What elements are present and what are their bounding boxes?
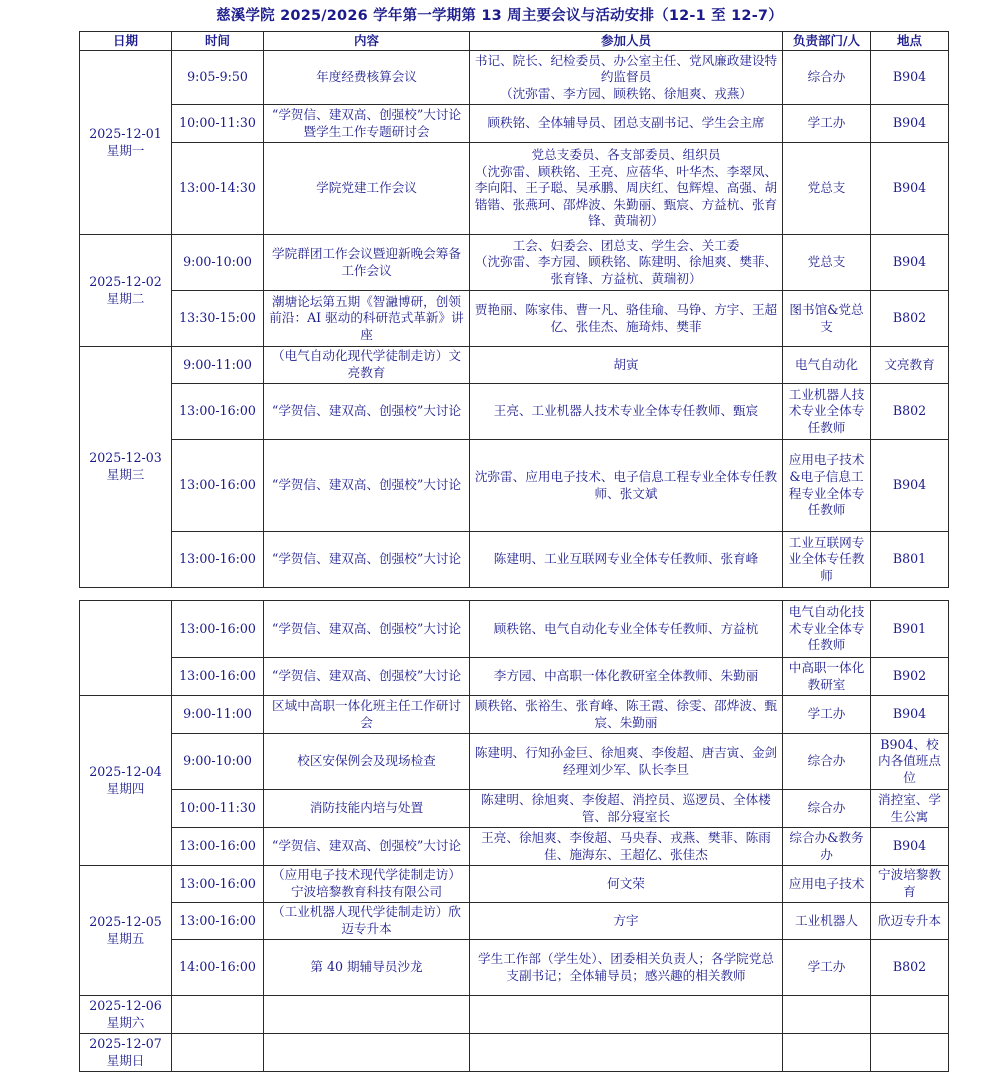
table-row bbox=[80, 347, 949, 384]
dept-cell: 学工办 bbox=[783, 696, 871, 734]
content-cell: “学贺信、建双高、创强校”大讨论暨学生工作专题研讨会 bbox=[264, 105, 470, 143]
location-cell-empty bbox=[871, 1034, 949, 1072]
dept-cell-empty bbox=[783, 1034, 871, 1072]
location-cell: B902 bbox=[871, 658, 949, 696]
date-cell: 2025-12-05 星期五 bbox=[80, 866, 172, 996]
dept-cell: 电气自动化 bbox=[783, 347, 871, 384]
participants-cell: 学生工作部（学生处）、团委相关负责人；各学院党总支副书记；全体辅导员；感兴趣的相关教师 bbox=[470, 940, 783, 996]
time-cell: 13:00-16:00 bbox=[172, 903, 264, 940]
location-cell: 消控室、学生公寓 bbox=[871, 790, 949, 828]
content-cell: （工业机器人现代学徒制走访）欣迈专升本 bbox=[264, 903, 470, 940]
table-row bbox=[80, 291, 949, 347]
location-cell: B904 bbox=[871, 696, 949, 734]
dept-cell: 学工办 bbox=[783, 105, 871, 143]
table-row bbox=[80, 532, 949, 588]
content-cell: “学贺信、建双高、创强校”大讨论 bbox=[264, 440, 470, 532]
table-row bbox=[80, 734, 949, 790]
table-row bbox=[80, 143, 949, 235]
date-cell: 2025-12-04 星期四 bbox=[80, 696, 172, 866]
time-cell: 13:00-16:00 bbox=[172, 658, 264, 696]
dept-cell: 综合办&教务办 bbox=[783, 828, 871, 866]
dept-cell: 工业机器人技术专业全体专任教师 bbox=[783, 384, 871, 440]
location-cell: B802 bbox=[871, 291, 949, 347]
participants-cell: 陈建明、徐旭爽、李俊超、消控员、巡逻员、全体楼管、部分寝室长 bbox=[470, 790, 783, 828]
time-cell: 13:00-16:00 bbox=[172, 866, 264, 903]
time-cell: 13:00-16:00 bbox=[172, 384, 264, 440]
location-cell: 文亮教育 bbox=[871, 347, 949, 384]
content-cell: 年度经费核算会议 bbox=[264, 51, 470, 105]
table-row bbox=[80, 828, 949, 866]
participants-cell: 顾秩铭、全体辅导员、团总支副书记、学生会主席 bbox=[470, 105, 783, 143]
date-cell: 2025-12-02 星期二 bbox=[80, 235, 172, 347]
time-cell: 9:05-9:50 bbox=[172, 51, 264, 105]
content-cell: 第 40 期辅导员沙龙 bbox=[264, 940, 470, 996]
time-cell-empty bbox=[172, 1034, 264, 1072]
table-row bbox=[80, 696, 949, 734]
time-cell: 9:00-11:00 bbox=[172, 696, 264, 734]
content-cell: 潮塘论坛第五期《智瀜博研，创领前沿：AI 驱动的科研范式革新》讲座 bbox=[264, 291, 470, 347]
header-dept: 负责部门/人 bbox=[783, 32, 871, 51]
dept-cell: 学工办 bbox=[783, 940, 871, 996]
date-cell: 2025-12-01 星期一 bbox=[80, 51, 172, 235]
participants-cell: 方宇 bbox=[470, 903, 783, 940]
time-cell: 10:00-11:30 bbox=[172, 105, 264, 143]
content-cell: 校区安保例会及现场检查 bbox=[264, 734, 470, 790]
content-cell: “学贺信、建双高、创强校”大讨论 bbox=[264, 828, 470, 866]
dept-cell: 电气自动化技术专业全体专任教师 bbox=[783, 601, 871, 658]
dept-cell: 工业机器人 bbox=[783, 903, 871, 940]
dept-cell: 党总支 bbox=[783, 143, 871, 235]
table-row bbox=[80, 440, 949, 532]
content-cell: 学院党建工作会议 bbox=[264, 143, 470, 235]
table-row bbox=[80, 940, 949, 996]
participants-cell-empty bbox=[470, 1034, 783, 1072]
header-location: 地点 bbox=[871, 32, 949, 51]
location-cell: B904 bbox=[871, 143, 949, 235]
location-cell: B801 bbox=[871, 532, 949, 588]
participants-cell: 顾秩铭、张裕生、张育峰、陈王霞、徐雯、邵烨波、甄宸、朱勤丽 bbox=[470, 696, 783, 734]
location-cell: B904 bbox=[871, 51, 949, 105]
table-header-row bbox=[80, 32, 949, 51]
participants-cell: 王亮、徐旭爽、李俊超、马央春、戎燕、樊菲、陈雨佳、施海东、王超亿、张佳杰 bbox=[470, 828, 783, 866]
dept-cell: 中高职一体化教研室 bbox=[783, 658, 871, 696]
time-cell: 13:00-16:00 bbox=[172, 601, 264, 658]
location-cell: B904 bbox=[871, 440, 949, 532]
content-cell: “学贺信、建双高、创强校”大讨论 bbox=[264, 601, 470, 658]
table-row bbox=[80, 235, 949, 291]
dept-cell: 应用电子技术 bbox=[783, 866, 871, 903]
time-cell: 9:00-11:00 bbox=[172, 347, 264, 384]
participants-cell-empty bbox=[470, 996, 783, 1034]
date-cell: 2025-12-06 星期六 bbox=[80, 996, 172, 1034]
participants-cell: 沈弥雷、应用电子技术、电子信息工程专业全体专任教师、张文斌 bbox=[470, 440, 783, 532]
header-time: 时间 bbox=[172, 32, 264, 51]
table-row bbox=[80, 996, 949, 1034]
header-date: 日期 bbox=[80, 32, 172, 51]
location-cell: B904 bbox=[871, 105, 949, 143]
dept-cell: 综合办 bbox=[783, 790, 871, 828]
header-content: 内容 bbox=[264, 32, 470, 51]
location-cell: B802 bbox=[871, 940, 949, 996]
time-cell-empty bbox=[172, 996, 264, 1034]
table-row bbox=[80, 1034, 949, 1072]
content-cell: （应用电子技术现代学徒制走访）宁波培黎教育科技有限公司 bbox=[264, 866, 470, 903]
participants-cell: 李方园、中高职一体化教研室全体教师、朱勤丽 bbox=[470, 658, 783, 696]
time-cell: 13:30-15:00 bbox=[172, 291, 264, 347]
dept-cell: 工业互联网专业全体专任教师 bbox=[783, 532, 871, 588]
location-cell: B901 bbox=[871, 601, 949, 658]
dept-cell-empty bbox=[783, 996, 871, 1034]
content-cell: 区域中高职一体化班主任工作研讨会 bbox=[264, 696, 470, 734]
participants-cell: 工会、妇委会、团总支、学生会、关工委 （沈弥雷、李方园、顾秩铭、陈建明、徐旭爽、樊菲、张育锋、方益杭、黄瑞初） bbox=[470, 235, 783, 291]
location-cell: B904 bbox=[871, 828, 949, 866]
participants-cell: 贾艳丽、陈家伟、曹一凡、骆佳瑜、马铮、方宇、王超亿、张佳杰、施琦炜、樊菲 bbox=[470, 291, 783, 347]
location-cell: B904、校内各值班点位 bbox=[871, 734, 949, 790]
date-cell: 2025-12-03 星期三 bbox=[80, 347, 172, 588]
participants-cell: 陈建明、工业互联网专业全体专任教师、张育峰 bbox=[470, 532, 783, 588]
location-cell: 宁波培黎教育 bbox=[871, 866, 949, 903]
time-cell: 13:00-16:00 bbox=[172, 440, 264, 532]
time-cell: 13:00-14:30 bbox=[172, 143, 264, 235]
time-cell: 14:00-16:00 bbox=[172, 940, 264, 996]
participants-cell: 顾秩铭、电气自动化专业全体专任教师、方益杭 bbox=[470, 601, 783, 658]
dept-cell: 综合办 bbox=[783, 51, 871, 105]
participants-cell: 何文荣 bbox=[470, 866, 783, 903]
dept-cell: 综合办 bbox=[783, 734, 871, 790]
content-cell-empty bbox=[264, 996, 470, 1034]
time-cell: 10:00-11:30 bbox=[172, 790, 264, 828]
content-cell: “学贺信、建双高、创强校”大讨论 bbox=[264, 384, 470, 440]
header-participants: 参加人员 bbox=[470, 32, 783, 51]
participants-cell: 书记、院长、纪检委员、办公室主任、党风廉政建设特约监督员 （沈弥雷、李方园、顾秩铭、徐旭爽、戎燕） bbox=[470, 51, 783, 105]
table-row bbox=[80, 51, 949, 105]
content-cell: 消防技能内培与处置 bbox=[264, 790, 470, 828]
participants-cell: 党总支委员、各支部委员、组织员 （沈弥雷、顾秩铭、王亮、应蓓华、叶华杰、李翠凤、李向阳、王子聪、吴承鹏、周庆红、包辉煌、高强、胡锴锴、张燕珂、邵烨波、朱勤丽、甄宸、方益杭、张育锋、黄瑞初） bbox=[470, 143, 783, 235]
date-cell-empty bbox=[80, 601, 172, 696]
table-row bbox=[80, 658, 949, 696]
content-cell-empty bbox=[264, 1034, 470, 1072]
time-cell: 9:00-10:00 bbox=[172, 235, 264, 291]
page-title: 慈溪学院 2025/2026 学年第一学期第 13 周主要会议与活动安排（12-1 至 12-7） bbox=[216, 8, 783, 24]
schedule-table-part1 bbox=[79, 31, 949, 588]
participants-cell: 胡寅 bbox=[470, 347, 783, 384]
table-row bbox=[80, 105, 949, 143]
time-cell: 9:00-10:00 bbox=[172, 734, 264, 790]
content-cell: 学院群团工作会议暨迎新晚会筹备工作会议 bbox=[264, 235, 470, 291]
dept-cell: 图书馆&党总支 bbox=[783, 291, 871, 347]
dept-cell: 应用电子技术&电子信息工程专业全体专任教师 bbox=[783, 440, 871, 532]
table-row bbox=[80, 790, 949, 828]
table-row bbox=[80, 384, 949, 440]
location-cell: B802 bbox=[871, 384, 949, 440]
location-cell: 欣迈专升本 bbox=[871, 903, 949, 940]
participants-cell: 陈建明、行知孙金巨、徐旭爽、李俊超、唐吉寅、金剑经理刘少军、队长李旦 bbox=[470, 734, 783, 790]
date-cell: 2025-12-07 星期日 bbox=[80, 1034, 172, 1072]
table-row bbox=[80, 866, 949, 903]
participants-cell: 王亮、工业机器人技术专业全体专任教师、甄宸 bbox=[470, 384, 783, 440]
location-cell-empty bbox=[871, 996, 949, 1034]
time-cell: 13:00-16:00 bbox=[172, 532, 264, 588]
dept-cell: 党总支 bbox=[783, 235, 871, 291]
content-cell: “学贺信、建双高、创强校”大讨论 bbox=[264, 532, 470, 588]
table-row bbox=[80, 903, 949, 940]
content-cell: “学贺信、建双高、创强校”大讨论 bbox=[264, 658, 470, 696]
schedule-table-part2 bbox=[79, 600, 949, 1072]
location-cell: B904 bbox=[871, 235, 949, 291]
time-cell: 13:00-16:00 bbox=[172, 828, 264, 866]
content-cell: （电气自动化现代学徒制走访）文亮教育 bbox=[264, 347, 470, 384]
table-row bbox=[80, 601, 949, 658]
